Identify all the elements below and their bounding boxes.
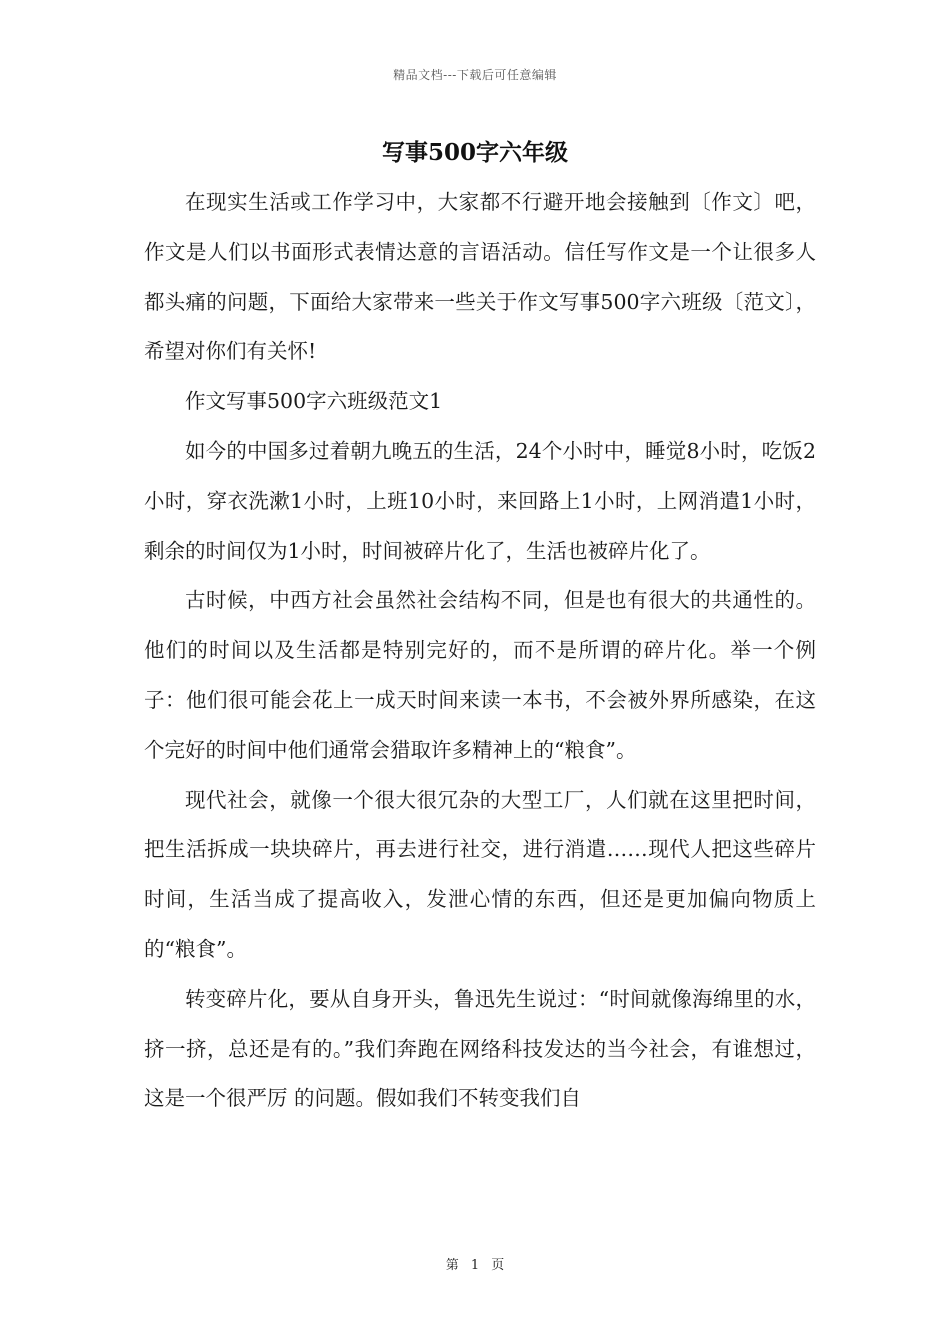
section-heading: 作文写事500字六班级范文1: [185, 389, 443, 414]
body-paragraph: 古时候，中西方社会虽然社会结构不同，但是也有很大的共通性的。他们的时间以及生活都是特别完好的，而不是所谓的碎片化。举一个例子：他们很可能会花上一成天时间来读一本书，不会被外界所感染，在这个完好的时间中他们通常会猎取许多精神上的“粮食”。: [144, 588, 816, 762]
body-paragraph: 现代社会，就像一个很大很冗杂的大型工厂，人们就在这里把时间，把生活拆成一块块碎片，再去进行社交，进行消遣……现代人把这些碎片时间，生活当成了提高收入，发泄心情的东西，但还是更加偏向物质上的“粮食”。: [144, 787, 816, 961]
intro-paragraph: 在现实生活或工作学习中，大家都不行避开地会接触到〔作文〕吧，作文是人们以书面形式表情达意的言语活动。信任写作文是一个让很多人都头痛的问题，下面给大家带来一些关于作文写事500字六班级〔范文〕，希望对你们有关怀!: [144, 190, 816, 364]
body-paragraph: 转变碎片化，要从自身开头，鲁迅先生说过：“时间就像海绵里的水，挤一挤，总还是有的。”我们奔跑在网络科技发达的当今社会，有谁想过，这是一个很严厉 的问题。假如我们不转变我们自: [144, 986, 816, 1111]
page-number-prefix: 第: [445, 1258, 459, 1273]
page-number: 1: [470, 1258, 480, 1273]
document-body: [144, 178, 816, 1124]
body-paragraph: 如今的中国多过着朝九晚五的生活，24个小时中，睡觉8小时，吃饭2小时，穿衣洗漱1小时，上班10小时，来回路上1小时，上网消遣1小时，剩余的时间仅为1小时，时间被碎片化了，生活也被碎片化了。: [144, 438, 816, 563]
page-number-suffix: 页: [491, 1258, 505, 1273]
document-title: 写事500字六年级: [381, 139, 568, 166]
page-header: 精品文档---下载后可任意编辑: [393, 68, 557, 82]
page-footer: [0, 1254, 950, 1273]
